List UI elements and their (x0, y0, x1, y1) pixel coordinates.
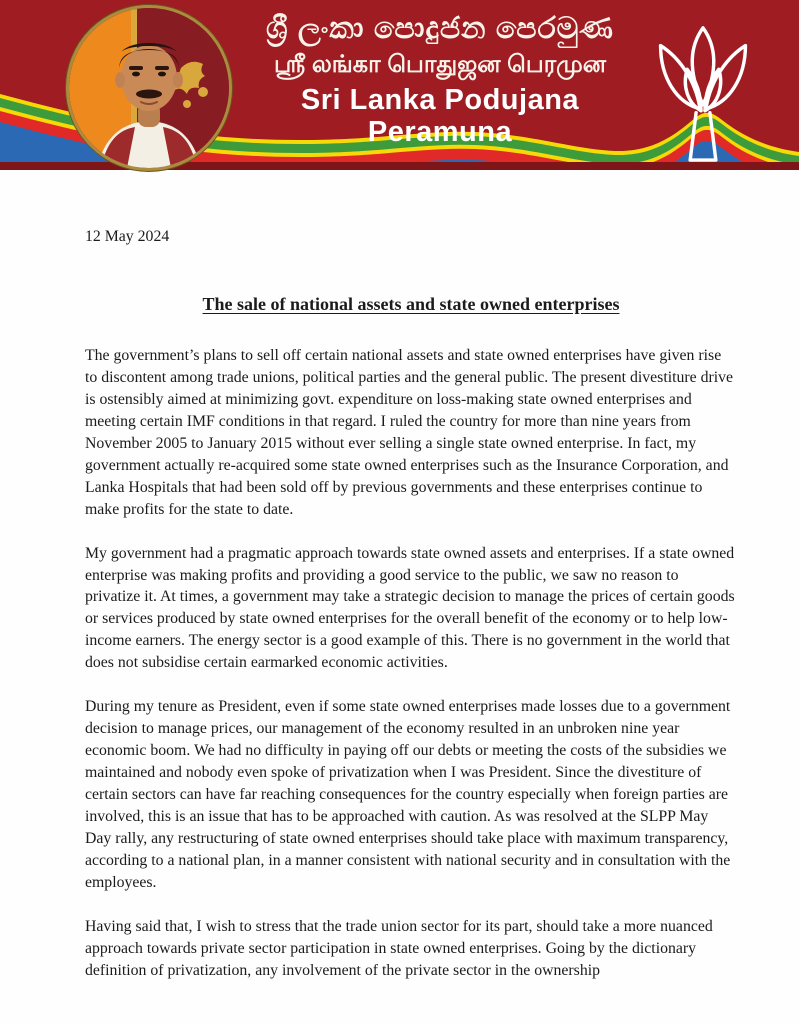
letterhead (0, 0, 799, 170)
leader-portrait (66, 5, 232, 171)
letter-title: The sale of national assets and state owned enterprises (202, 293, 620, 314)
party-name-block (238, 12, 642, 149)
letter-date: 12 May 2024 (85, 228, 170, 245)
letter-paragraph-4: Having said that, I wish to stress that the trade union sector for its part, should take a more nuanced approach towards private sector participation in state owned enterprises. Going by the dictionary definition of privatization, any involvement of the private sector in the ownership (85, 917, 713, 979)
lotus-bud-icon (642, 18, 764, 166)
letter-paragraph-3: During my tenure as President, even if some state owned enterprises made losses due to a government decision to manage prices, our management of the economy resulted in an unbroken nine year economic boom. We had no difficulty in paying off our debts or meeting the costs of the subsidies we maintained and nobody even spoke of privatization when I was President. Since the divestiture of certain sectors can have far reaching consequences for the country especially when foreign parties are involved, this is an issue that has to be approached with caution. As was resolved at the SLPP May Day rally, any restructuring of state owned enterprises should take place with maximum transparency, according to a national plan, in a manner consistent with national security and in consultation with the employees. (85, 698, 731, 891)
party-name-tamil: ஸ்ரீ லங்கா பொதுஜன பெரமுன (273, 51, 607, 78)
letter-paragraph-2: My government had a pragmatic approach towards state owned assets and enterprises. If a state owned enterprise was making profits and providing a good service to the public, we saw no reason to privatize it. At times, a government may take a strategic decision to manage the prices of certain goods or services produced by state owned enterprises for the overall benefit of the economy or to help low-income earners. The energy sector is a good example of this. There is no government in the world that does not subsidise certain earmarked economic activities. (85, 544, 735, 672)
letter-body (0, 170, 799, 982)
party-name-sinhala: ශ්‍රී ලංකා පොදුජන පෙරමුණ (266, 12, 614, 45)
party-name-english: Sri Lanka Podujana Peramuna (300, 84, 580, 149)
letter-paragraph-1: The government’s plans to sell off certain national assets and state owned enterprises have given rise to discontent among trade unions, political parties and the general public. The present divestiture drive is ostensibly aimed at minimizing govt. expenditure on loss-making state owned enterprises and meeting certain IMF conditions in that regard. I ruled the country for more than nine years from November 2005 to January 2015 without ever selling a single state owned enterprise. In fact, my government actually re-acquired some state owned enterprises such as the Insurance Corporation, and Lanka Hospitals that had been sold off by previous governments and these enterprises continue to make profits for the state to date. (85, 346, 734, 518)
